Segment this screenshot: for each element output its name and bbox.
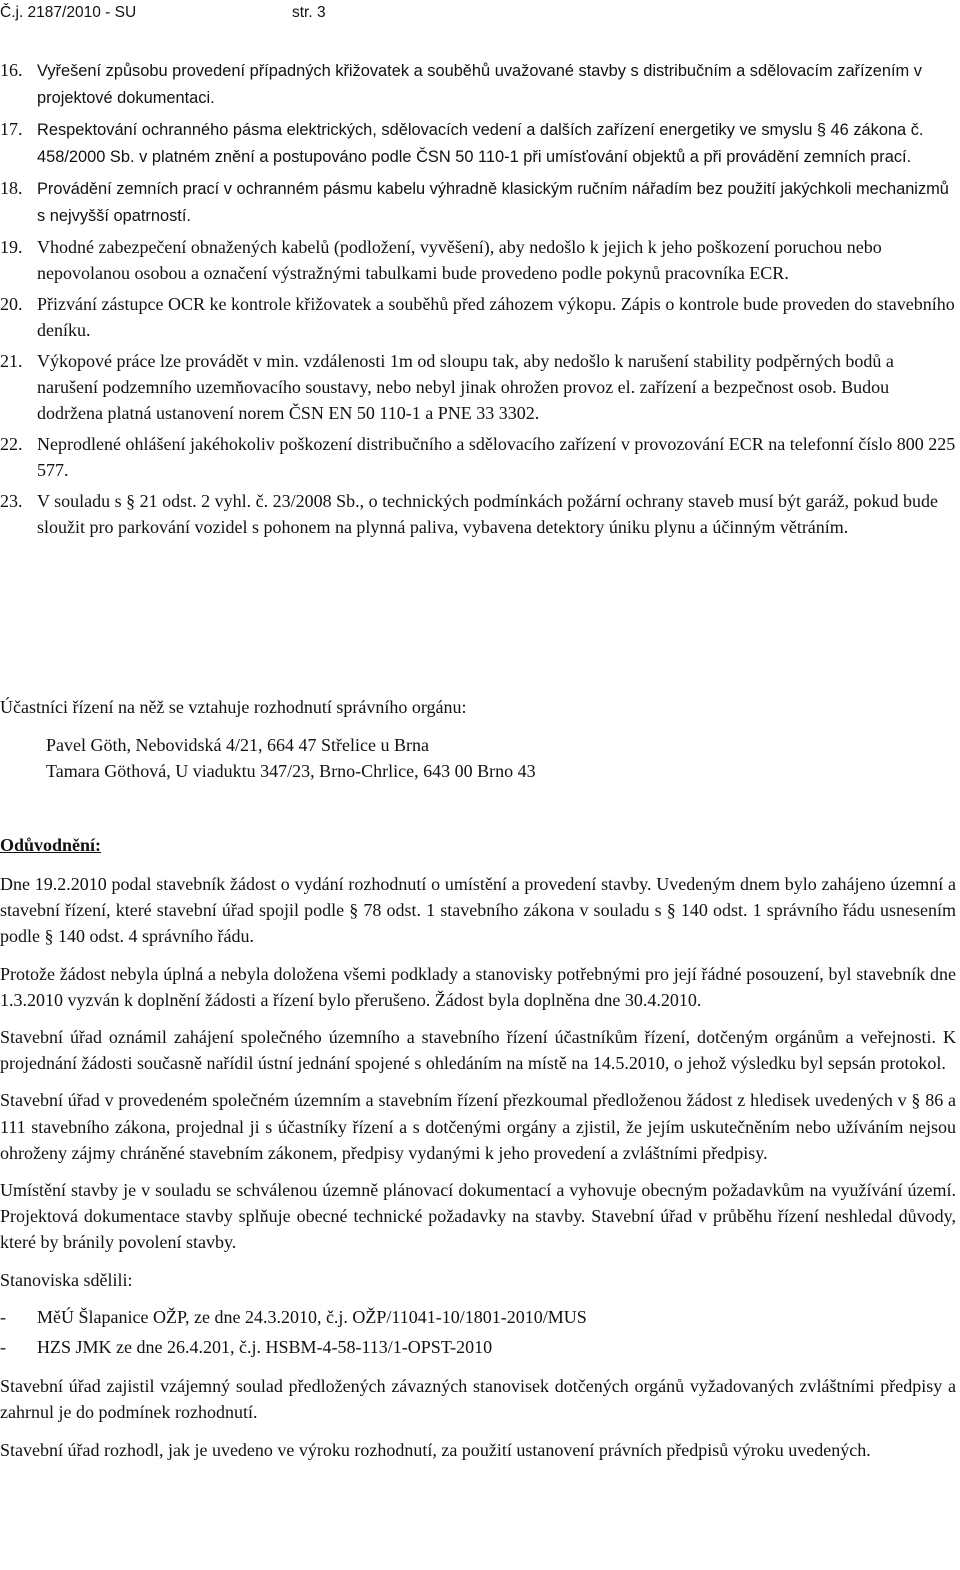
condition-item [0,116,958,170]
closing-paragraph: Stavební úřad rozhodl, jak je uvedeno ve výroku rozhodnutí, za použití ustanovení právních předpisů výroku uvedených. [0,1439,871,1460]
closing-paragraph: Stavební úřad zajistil vzájemný soulad předložených závazných stanovisek dotčených orgánů vyžadovaných zvláštními předpisy a zahrnul je do podmínek rozhodnutí. [0,1376,956,1423]
opinion-item [0,1334,956,1360]
condition-text: Vyřešení způsobu provedení případných křižovatek a souběhů uvažované stavby s distribučním a sdělovacím zařízením v projektové dokumentaci. [37,62,922,107]
condition-number: 19. [0,237,23,257]
dash-bullet: - [0,1337,6,1358]
participant-entry: Pavel Göth, Nebovidská 4/21, 664 47 Střelice u Brna [46,735,429,755]
reasoning-paragraph: Umístění stavby je v souladu se schválenou územně plánovací dokumentací a vyhovuje obecným požadavkům na využívání území. Projektová dokumentace stavby splňuje obecné technické požadavky na stavby. Stavební úřad v průběhu řízení neshledal důvody, které by bránily povolení stavby. [0,1180,956,1253]
condition-item [0,57,958,111]
page-number: str. 3 [292,4,326,21]
condition-text: Výkopové práce lze provádět v min. vzdálenosti 1m od sloupu tak, aby nedošlo k narušení stability podpěrných bodů a narušení podzemního uzemňovacího soustavy, nebo nebyl jinak ohrožen provoz el. zařízení a bezpečnost osob. Budou dodržena platná ustanovení norem ČSN EN 50 110-1 a PNE 33 3302. [37,351,894,423]
participants-heading: Účastníci řízení na něž se vztahuje rozhodnutí správního orgánu: [0,697,467,717]
condition-item [0,291,958,343]
condition-number: 16. [0,60,23,80]
reasoning-body [0,871,956,1474]
condition-number: 22. [0,434,23,454]
condition-text: Respektování ochranného pásma elektrických, sdělovacích vedení a dalších zařízení energetiky ve smyslu § 46 zákona č. 458/2000 Sb. v platném znění a postupováno podle ČSN 50 110-1 při umísťování objektů a při provádění zemních prací. [37,121,924,166]
condition-number: 17. [0,119,23,139]
condition-number: 23. [0,491,23,511]
reasoning-paragraph: Dne 19.2.2010 podal stavebník žádost o vydání rozhodnutí o umístění a provedení stavby. Uvedeným dnem bylo zahájeno územní a stavební řízení, které stavební úřad spojil podle § 78 odst. 1 stavebního zákona v souladu s § 140 odst. 1 správního řádu usnesením podle § 140 odst. 4 správního řádu. [0,874,956,947]
condition-text: Vhodné zabezpečení obnažených kabelů (podložení, vyvěšení), aby nedošlo k jejich k jeho poškození poruchou nebo nepovolanou osobou a označení výstražnými tabulkami bude provedeno podle pokynů pracovníka ECR. [37,237,882,283]
opinion-text: MěÚ Šlapanice OŽP, ze dne 24.3.2010, č.j. OŽP/11041-10/1801-2010/MUS [37,1306,587,1327]
condition-text: Neprodlené ohlášení jakéhokoliv poškození distribučního a sdělovacího zařízení v provozování ECR na telefonní číslo 800 225 577. [37,434,956,480]
opinion-text: HZS JMK ze dne 26.4.201, č.j. HSBM-4-58-113/1-OPST-2010 [37,1337,493,1358]
condition-item [0,488,958,540]
participants-list [46,732,536,784]
reasoning-paragraph: Protože žádost nebyla úplná a nebyla doložena všemi podklady a stanovisky potřebnými pro její řádné posouzení, byl stavebník dne 1.3.2010 vyzván k doplnění žádosti a řízení bylo přerušeno. Žádost byla doplněna dne 30.4.2010. [0,963,956,1010]
reasoning-paragraph: Stavební úřad oznámil zahájení společného územního a stavebního řízení účastníkům řízení, dotčeným orgánům a veřejnosti. K projednání žádosti současně nařídil ústní jednání spojené s ohledáním na místě na 14.5.2010, o jehož výsledku byl sepsán protokol. [0,1027,956,1074]
condition-text: V souladu s § 21 odst. 2 vyhl. č. 23/2008 Sb., o technických podmínkách požární ochrany staveb musí být garáž, pokud bude sloužit pro parkování vozidel s pohonem na plynná paliva, vybavena detektory úniku plynu a účinným větráním. [37,491,939,537]
condition-item [0,431,958,483]
condition-item [0,175,958,229]
condition-text: Provádění zemních prací v ochranném pásmu kabelu výhradně klasickým ručním nářadím bez použití jakýchkoli mechanizmů s nejvyšší opatrností. [37,180,949,225]
reasoning-paragraph: Stavební úřad v provedeném společném územním a stavebním řízení přezkoumal předloženou žádost z hledisek uvedených v § 86 a 111 stavebního zákona, projednal ji s účastníky řízení a s dotčenými orgány a zjistil, že jejím uskutečněním nebo užíváním nejsou ohroženy zájmy chráněné stavebním zákonem, předpisy vydanými k jeho provedení a zvláštními předpisy. [0,1090,956,1163]
opinions-list [0,1304,956,1360]
condition-number: 18. [0,178,23,198]
conditions-list [0,57,958,545]
condition-text: Přizvání zástupce OCR ke kontrole křižovatek a souběhů před záhozem výkopu. Zápis o kontrole bude proveden do stavebního deníku. [37,294,955,340]
dash-bullet: - [0,1306,6,1327]
condition-number: 20. [0,294,23,314]
opinions-heading: Stanoviska sdělili: [0,1269,133,1290]
participant-entry: Tamara Göthová, U viaduktu 347/23, Brno-Chrlice, 643 00 Brno 43 [46,761,536,781]
condition-item [0,348,958,426]
reasoning-heading: Odůvodnění: [0,835,102,855]
opinion-item [0,1304,956,1330]
document-reference: Č.j. 2187/2010 - SU [0,4,137,21]
condition-number: 21. [0,351,23,371]
condition-item [0,234,958,286]
